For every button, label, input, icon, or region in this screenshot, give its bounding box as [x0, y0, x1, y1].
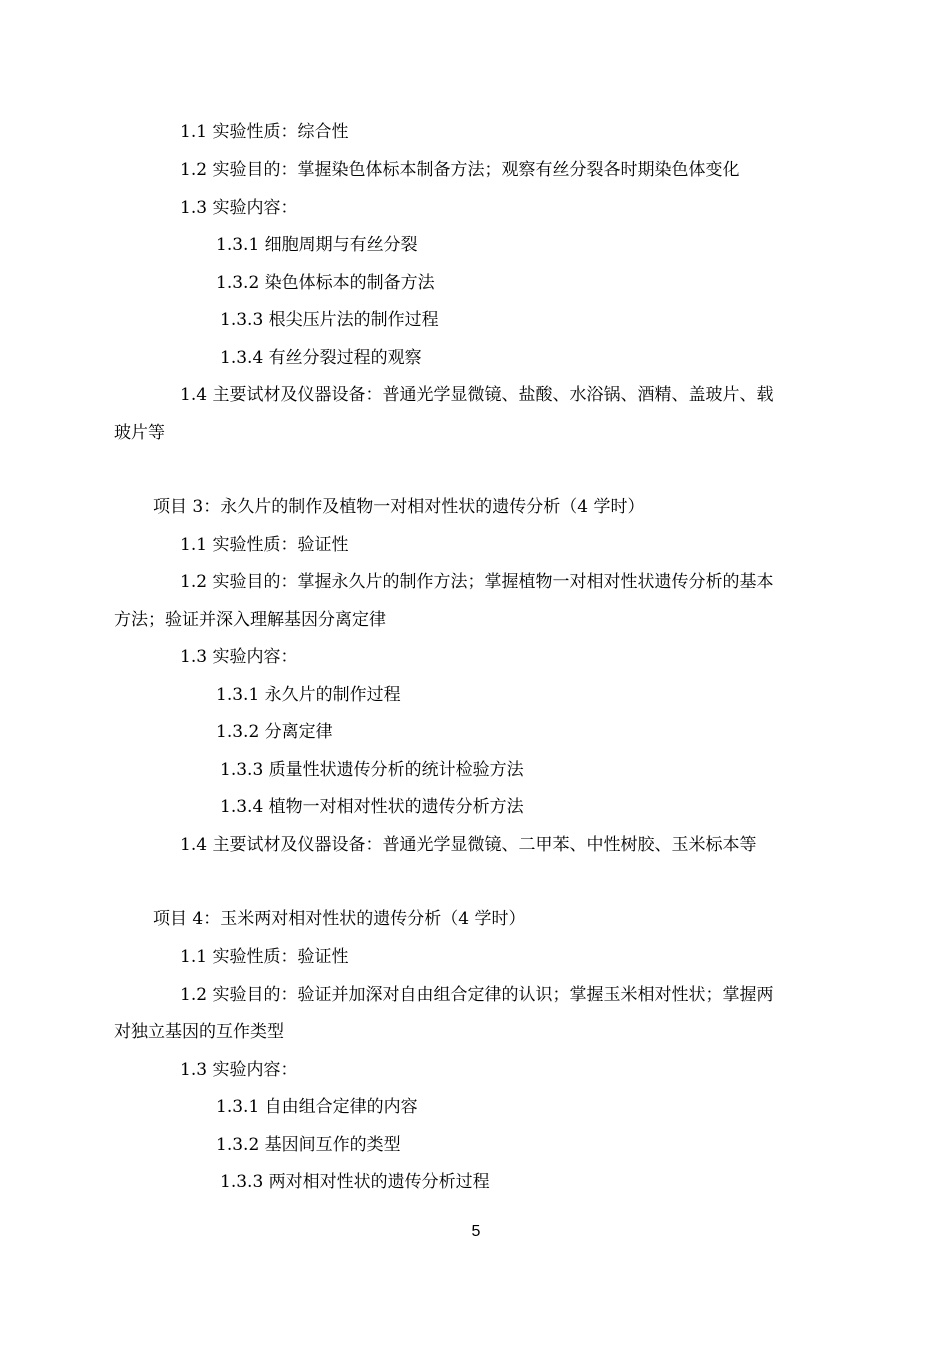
text-line: 1.3.1 细胞周期与有丝分裂 [216, 235, 418, 255]
text-line: 方法；验证并深入理解基因分离定律 [114, 610, 386, 630]
text-line: 1.1 实验性质：综合性 [180, 122, 349, 142]
section-heading: 项目 3：永久片的制作及植物一对相对性状的遗传分析（4 学时） [153, 497, 645, 517]
text-line: 对独立基因的互作类型 [114, 1022, 284, 1042]
text-line: 1.4 主要试材及仪器设备：普通光学显微镜、盐酸、水浴锅、酒精、盖玻片、载 [180, 385, 774, 405]
text-line: 1.2 实验目的：验证并加深对自由组合定律的认识；掌握玉米相对性状；掌握两 [180, 985, 774, 1005]
text-line: 1.3.3 根尖压片法的制作过程 [220, 310, 439, 330]
text-line: 1.3.4 有丝分裂过程的观察 [220, 348, 422, 368]
text-line: 1.3 实验内容： [180, 198, 298, 218]
text-line: 1.3.2 分离定律 [216, 722, 333, 742]
text-line: 1.3.1 永久片的制作过程 [216, 685, 401, 705]
text-line: 1.1 实验性质：验证性 [180, 947, 349, 967]
text-line: 1.3.3 两对相对性状的遗传分析过程 [220, 1172, 490, 1192]
section-heading: 项目 4：玉米两对相对性状的遗传分析（4 学时） [153, 909, 526, 929]
text-line: 1.3 实验内容： [180, 1060, 298, 1080]
text-line: 1.2 实验目的：掌握永久片的制作方法；掌握植物一对相对性状遗传分析的基本 [180, 572, 774, 592]
text-line: 1.3.2 染色体标本的制备方法 [216, 273, 435, 293]
page-number: 5 [471, 1223, 481, 1240]
text-line: 1.4 主要试材及仪器设备：普通光学显微镜、二甲苯、中性树胶、玉米标本等 [180, 835, 757, 855]
text-line: 1.3.2 基因间互作的类型 [216, 1135, 401, 1155]
text-line: 1.1 实验性质：验证性 [180, 535, 349, 555]
text-line: 1.3.1 自由组合定律的内容 [216, 1097, 418, 1117]
text-line: 1.3.3 质量性状遗传分析的统计检验方法 [220, 760, 524, 780]
text-line: 1.3 实验内容： [180, 647, 298, 667]
text-line: 1.3.4 植物一对相对性状的遗传分析方法 [220, 797, 524, 817]
text-line: 1.2 实验目的：掌握染色体标本制备方法；观察有丝分裂各时期染色体变化 [180, 160, 740, 180]
text-line: 玻片等 [114, 423, 165, 443]
